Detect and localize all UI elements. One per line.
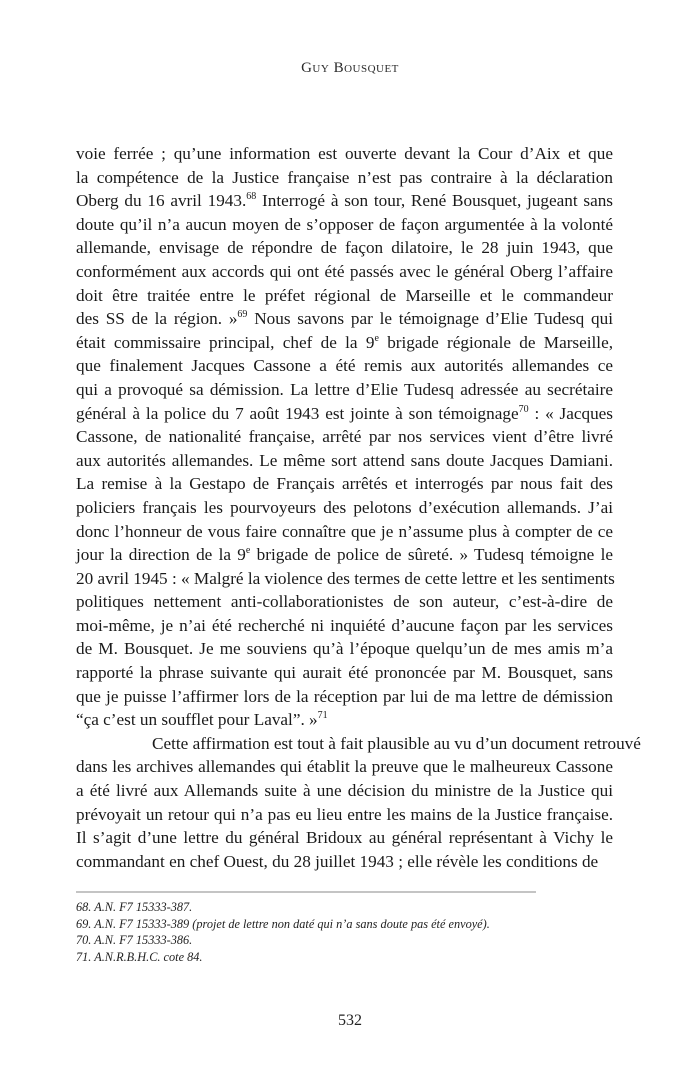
text-line: moi-même, je n’ai été recherché ni inquiété d’aucune façon par les services [76,615,613,635]
text-line: Oberg du 16 avril 1943.68 Interrogé à son tour, René Bousquet, jugeant sans [76,191,613,211]
text-line: La remise à la Gestapo de Français arrêtés et interrogés par nous fait des [76,474,613,494]
text-line: voie ferrée ; qu’une information est ouverte devant la Cour d’Aix et que [76,144,613,163]
text-line: Cette affirmation est tout à fait plausible au vu d’un document retrouvé [152,733,641,753]
text-line: que finalement Jacques Cassone a été remis aux autorités allemandes ce [76,356,613,376]
text-line: rapporté la phrase suivante qui aurait été prononcée par M. Bousquet, sans [76,663,613,683]
text-line: allemande, envisage de répondre de façon dilatoire, le 28 juin 1943, que [76,238,613,258]
text-line: doit être traitée entre le préfet régional de Marseille et le commandeur [76,285,613,305]
footnote-ref: 70 [518,403,529,415]
body-text [76,142,641,873]
footnote-68: 68. A.N. F7 15333-387. [76,900,193,914]
text-line: Il s’agit d’une lettre du général Bridoux au général représentant à Vichy le [76,828,613,848]
running-head: Guy Bousquet [301,60,399,76]
footnote-ref: 68 [246,191,257,203]
text-line: doute qu’il n’a aucun moyen de s’opposer de façon argumentée à la volonté [76,214,613,234]
footnote-70: 70. A.N. F7 15333-386. [76,933,193,947]
text-line: donc l’honneur de vous faire connaître que je n’assume plus à compter de ce [76,521,613,541]
footnote-69: 69. A.N. F7 15333-389 (projet de lettre non daté qui n’a sans doute pas été envoyé). [76,916,490,931]
text-line: commandant en chef Ouest, du 28 juillet 1943 ; elle révèle les conditions de [76,851,599,871]
text-line: général à la police du 7 août 1943 est jointe à son témoignage$^{70}$ : « Jacques [76,403,613,423]
text-line: politiques nettement anti-collaborationistes de son auteur, c’est-à-dire de [76,592,613,612]
text-line: qui a provoqué sa démission. La lettre d’Elie Tudesq adressée au secrétaire [76,379,613,399]
text-line: la compétence de la Justice française n’est pas contraire à la déclaration [76,167,613,187]
text-line: de M. Bousquet. Je me souviens qu’à l’époque quelqu’un de mes amis m’a [76,639,613,659]
text-line: policiers français les pourvoyeurs des pelotons d’exécution allemands. J’ai [76,497,613,517]
footnote-ref: 71 [317,710,328,722]
text-line: dans les archives allemandes qui établit la preuve que le malheureux Cassone [76,757,613,777]
text-line: aux autorités allemandes. Le même sort attend sans doute Jacques Damiani. [76,450,613,470]
text-line: Cassone, de nationalité française, arrêté par nos services vient d’être livré [76,427,613,447]
footnote-separator [76,891,536,893]
footnote-ref: e [374,332,379,344]
text-line: “ça c’est un soufflet pour Laval”. »$^{71}$ [76,710,328,730]
footnote-ref: 69 [237,309,248,321]
text-line: conformément aux accords qui ont été passés avec le général Oberg l’affaire [76,261,613,281]
text-line: des SS de la région. »$^{69}$ Nous savons par le témoignage d’Elie Tudesq qui [76,309,613,329]
paragraph-2 [76,732,641,874]
text-line: que je puisse l’affirmer lors de la réception par lui de ma lettre de démission [76,686,613,706]
text-line: prévoyait un retour qui n’a pas eu lieu entre les mains de la Justice française. [76,804,613,824]
footnotes [76,899,616,965]
text-line: a été livré aux Allemands suite à une décision du ministre de la Justice qui [76,781,613,801]
text-line: était commissaire principal, chef de la 9e brigade régionale de Marseille, [76,332,613,352]
text-line: 20 avril 1945 : « Malgré la violence des termes de cette lettre et les sentiments [76,568,615,588]
paragraph-1 [76,142,613,732]
footnote-ref: e [245,545,251,557]
page-number: 532 [338,1012,362,1029]
text-line: jour la direction de la 9e brigade de police de sûreté. » Tudesq témoigne le [76,545,614,565]
footnote-71: 71. A.N.R.B.H.C. cote 84. [76,949,203,964]
